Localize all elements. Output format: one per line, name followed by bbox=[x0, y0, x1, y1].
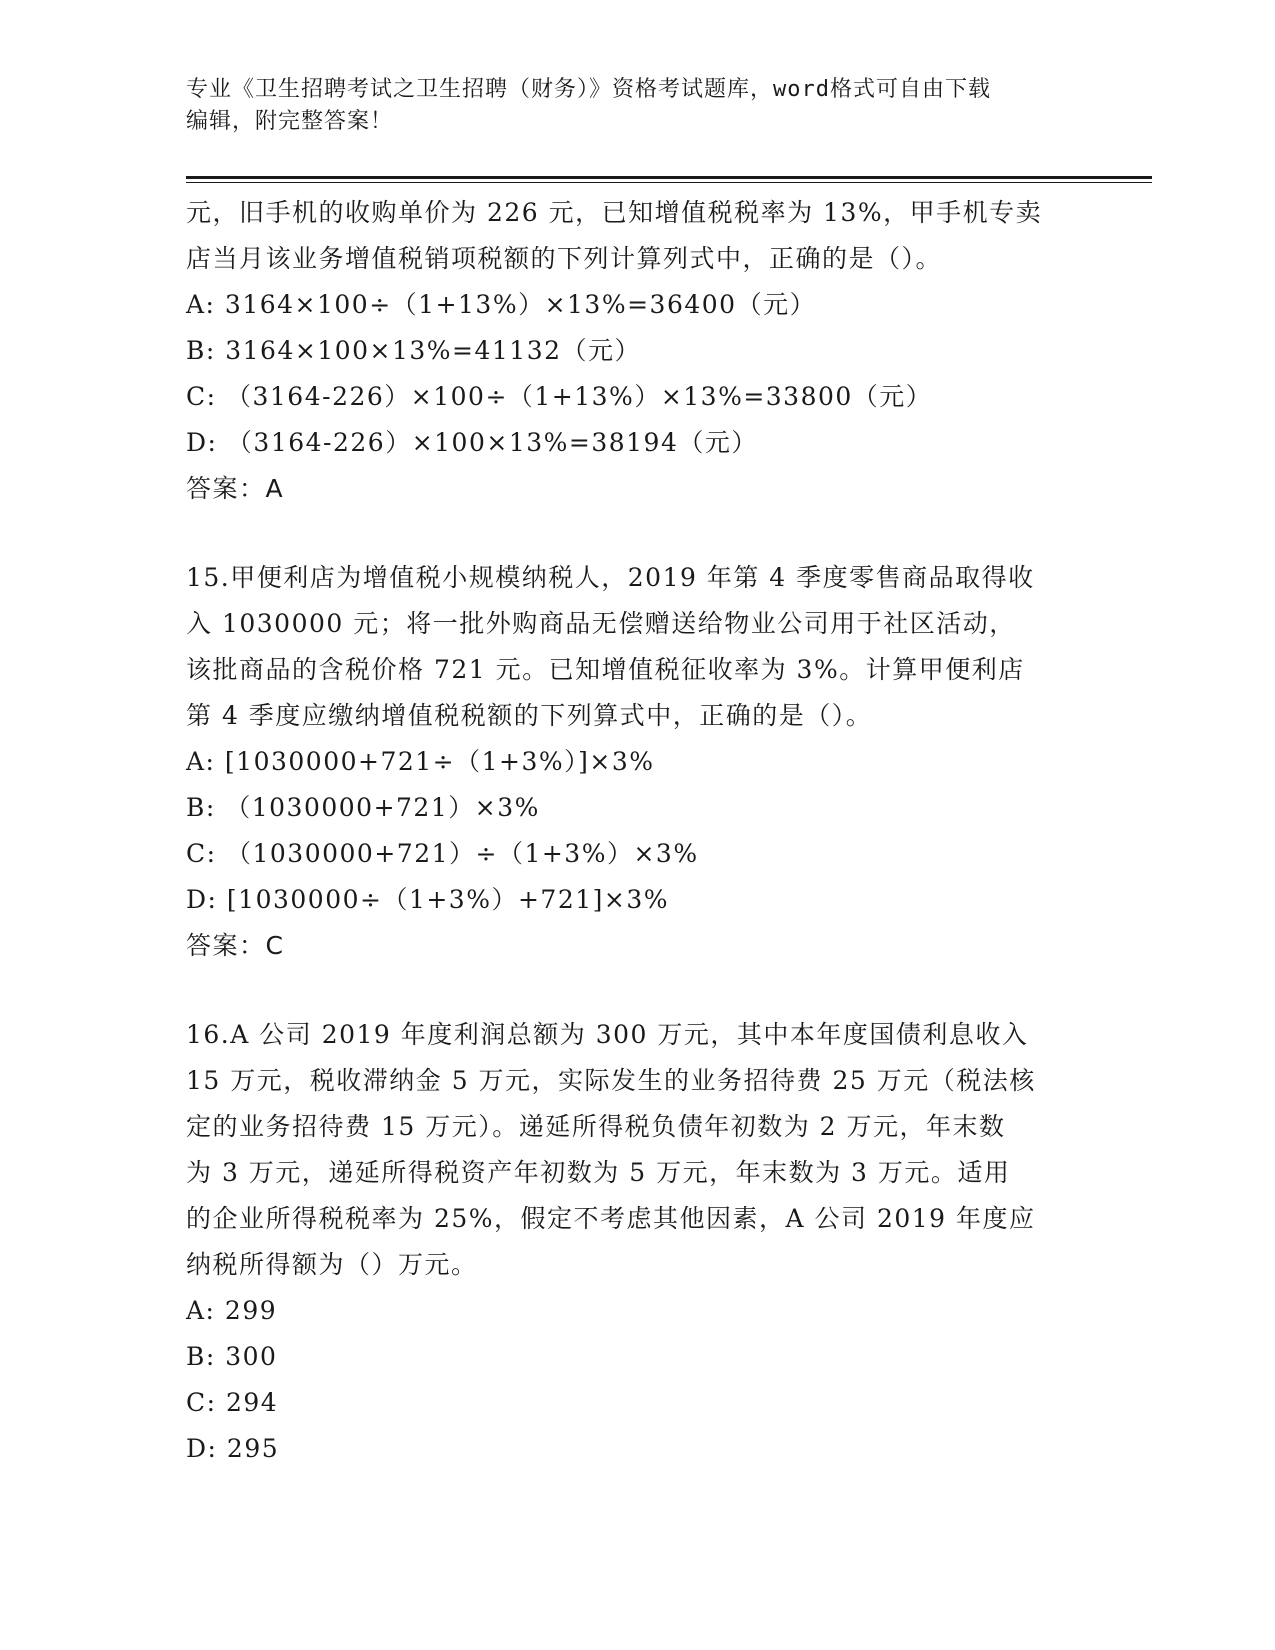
header-line-1: 专业《卫生招聘考试之卫生招聘（财务）》资格考试题库，word格式可自由下载 bbox=[186, 77, 991, 102]
option-b: B: （1030000+721）×3% bbox=[186, 793, 540, 822]
option-c: C: 294 bbox=[186, 1388, 279, 1417]
option-d: D: [1030000÷（1+3%）+721]×3% bbox=[186, 885, 669, 914]
question-text-line: 店当月该业务增值税销项税额的下列计算列式中，正确的是（）。 bbox=[186, 244, 943, 273]
option-b: B: 3164×100×13%=41132（元） bbox=[186, 336, 642, 365]
question-text-line: 为 3 万元，递延所得税资产年初数为 5 万元，年末数为 3 万元。适用 bbox=[186, 1158, 1011, 1187]
question-text-line: 15.甲便利店为增值税小规模纳税人，2019 年第 4 季度零售商品取得收 bbox=[186, 563, 1035, 592]
question-text-line: 元，旧手机的收购单价为 226 元，已知增值税税率为 13%，甲手机专卖 bbox=[186, 198, 1043, 227]
answer: 答案：C bbox=[186, 931, 285, 960]
question-text-line: 该批商品的含税价格 721 元。已知增值税征收率为 3%。计算甲便利店 bbox=[186, 655, 1025, 684]
question-16 bbox=[186, 1012, 1086, 1472]
question-14 bbox=[186, 190, 1086, 512]
answer: 答案：A bbox=[186, 474, 285, 503]
question-text-line: 15 万元，税收滞纳金 5 万元，实际发生的业务招待费 25 万元（税法核 bbox=[186, 1066, 1036, 1095]
spacer bbox=[186, 512, 1086, 555]
question-text-line: 纳税所得额为（）万元。 bbox=[186, 1250, 478, 1279]
question-text-line: 的企业所得税税率为 25%，假定不考虑其他因素，A 公司 2019 年度应 bbox=[186, 1204, 1036, 1233]
option-a: A: 299 bbox=[186, 1296, 278, 1325]
header-divider-thick bbox=[186, 176, 1152, 179]
document-header bbox=[186, 74, 1086, 138]
question-text-line: 入 1030000 元；将一批外购商品无偿赠送给物业公司用于社区活动， bbox=[186, 609, 1016, 638]
option-b: B: 300 bbox=[186, 1342, 278, 1371]
header-line-2: 编辑，附完整答案！ bbox=[186, 109, 394, 134]
header-divider-thin bbox=[186, 182, 1152, 183]
question-text-line: 第 4 季度应缴纳增值税税额的下列算式中，正确的是（）。 bbox=[186, 701, 873, 730]
option-d: D: （3164-226）×100×13%=38194（元） bbox=[186, 428, 758, 457]
question-list bbox=[186, 190, 1086, 1472]
option-a: A: [1030000+721÷（1+3%）]×3% bbox=[186, 747, 655, 776]
question-15 bbox=[186, 555, 1086, 969]
question-text-line: 16.A 公司 2019 年度利润总额为 300 万元，其中本年度国债利息收入 bbox=[186, 1020, 1029, 1049]
option-c: C: （3164-226）×100÷（1+13%）×13%=33800（元） bbox=[186, 382, 933, 411]
question-text-line: 定的业务招待费 15 万元）。递延所得税负债年初数为 2 万元，年末数 bbox=[186, 1112, 1006, 1141]
option-c: C: （1030000+721）÷（1+3%）×3% bbox=[186, 839, 699, 868]
option-d: D: 295 bbox=[186, 1434, 280, 1463]
spacer bbox=[186, 969, 1086, 1012]
option-a: A: 3164×100÷（1+13%）×13%=36400（元） bbox=[186, 290, 817, 319]
